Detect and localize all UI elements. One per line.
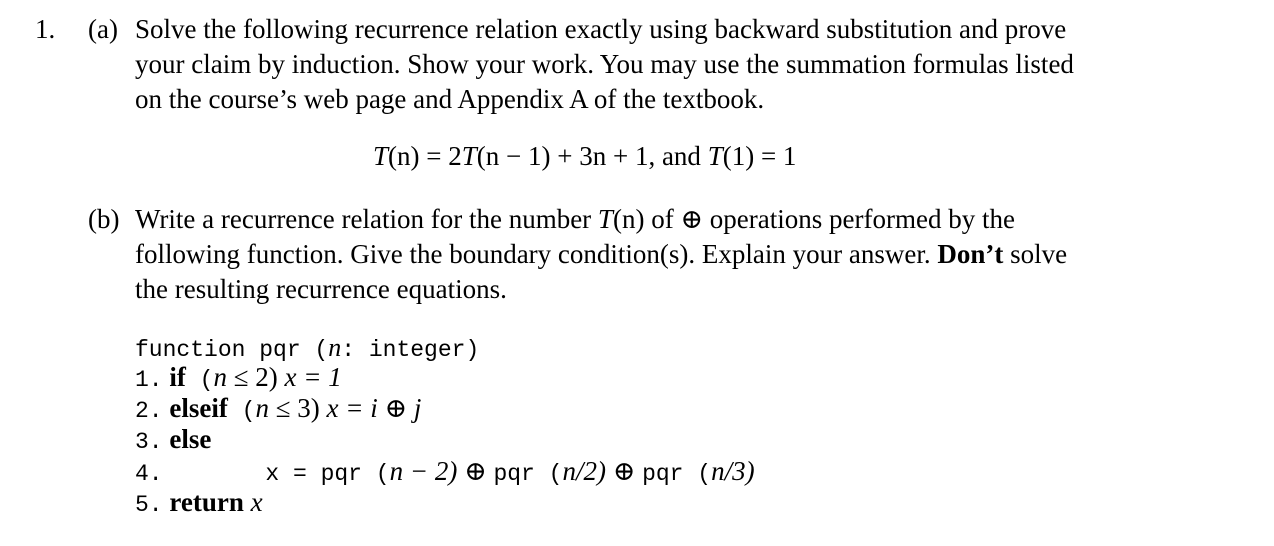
code-line-1 <box>135 362 342 393</box>
eq-and: and <box>655 141 708 171</box>
code-keyword: return <box>169 487 244 517</box>
code-stmt: x <box>250 487 263 517</box>
code-line-4 <box>135 456 755 487</box>
part-b-dont: Don’t <box>937 239 1004 269</box>
code-line-num: 2. <box>135 398 163 424</box>
code-header-n: n <box>328 333 342 362</box>
code-line-num: 3. <box>135 429 163 455</box>
code-arg-2: n/2) <box>562 456 606 486</box>
code-header <box>135 333 479 363</box>
code-line-num: 4. <box>135 461 163 487</box>
code-cond-open: ( <box>227 398 256 424</box>
code-keyword: elseif <box>169 393 228 423</box>
part-b-label: (b) <box>88 204 120 234</box>
part-a-line-1: Solve the following recurrence relation exactly using backward substitution and prove <box>135 14 1067 44</box>
code-line-num: 5. <box>135 492 163 518</box>
code-header-pre: function pqr ( <box>135 337 329 363</box>
code-arg-1: n − 2) <box>389 456 458 486</box>
code-assign: x = pqr ( <box>265 461 390 487</box>
code-call-3: pqr ( <box>642 461 712 487</box>
eq-bc-rest: (1) = 1 <box>722 141 797 171</box>
part-a-label: (a) <box>88 14 118 44</box>
code-header-post: : integer) <box>341 337 480 363</box>
code-line-3 <box>135 424 211 455</box>
problem-number: 1. <box>35 14 56 44</box>
code-arg-3: n/3) <box>711 456 755 486</box>
eq-rhs-fn: T <box>461 141 477 171</box>
code-cond-rest: ≤ 3) <box>268 393 327 423</box>
code-line-2 <box>135 393 421 424</box>
code-line-num: 1. <box>135 367 163 393</box>
eq-lhs-arg: (n) <box>388 141 420 171</box>
part-b-n: (n) <box>612 204 645 234</box>
part-a-line-3: on the course’s web page and Appendix A of the textbook. <box>135 84 765 114</box>
code-cond-var: n <box>213 362 227 392</box>
part-b-line-2-post: solve <box>1003 239 1068 269</box>
part-b-line-2-pre: following function. Give the boundary condition(s). Explain your answer. <box>135 239 938 269</box>
part-b-line-1 <box>135 204 1015 235</box>
code-cond-rest: ≤ 2) <box>226 362 285 392</box>
code-stmt: x = i ⊕ j <box>326 393 422 423</box>
code-line-5 <box>135 487 263 518</box>
part-b-T: T <box>597 204 613 234</box>
code-cond-var: n <box>255 393 269 423</box>
part-b-line-3: the resulting recurrence equations. <box>135 274 507 304</box>
eq-rhs-arg: (n − 1) + 3n + 1, <box>476 141 656 171</box>
code-keyword: if <box>169 362 186 392</box>
part-b-line-1-pre: Write a recurrence relation for the number <box>135 204 598 234</box>
code-keyword: else <box>169 424 212 454</box>
part-b-line-1-mid: of ⊕ operations performed by the <box>644 204 1015 234</box>
code-oplus-2: ⊕ <box>605 456 643 486</box>
code-stmt: x = 1 <box>284 362 342 392</box>
code-call-2: pqr ( <box>493 461 563 487</box>
part-a-line-2: your claim by induction. Show your work. You may use the summation formulas listed <box>135 49 1074 79</box>
recurrence-equation <box>373 141 796 172</box>
eq-lhs-fn: T <box>373 141 389 171</box>
eq-bc-fn: T <box>707 141 723 171</box>
eq-equals: = 2 <box>419 141 462 171</box>
code-oplus-1: ⊕ <box>457 456 494 486</box>
code-cond-open: ( <box>185 367 214 393</box>
part-b-line-2 <box>135 239 1067 270</box>
